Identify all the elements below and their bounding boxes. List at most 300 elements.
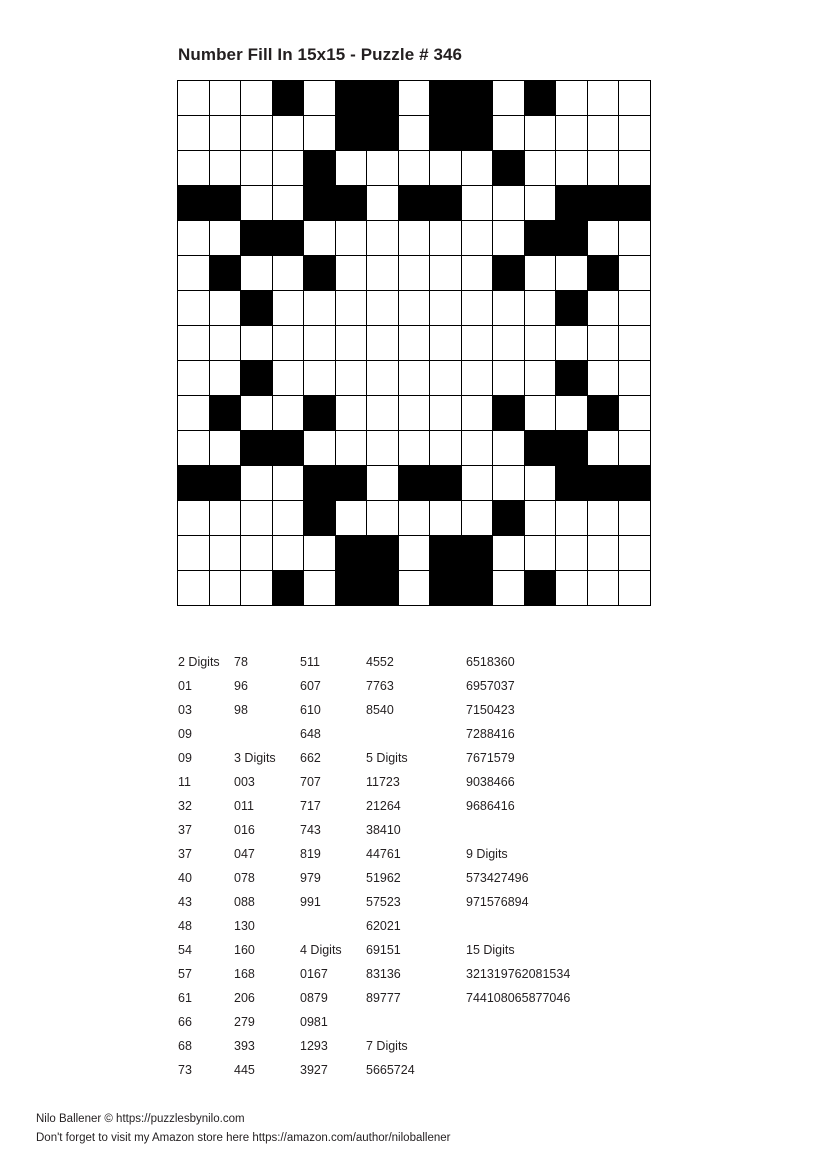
grid-cell-block [556,291,588,326]
grid-cell[interactable] [178,291,210,326]
grid-cell[interactable] [493,536,525,571]
word-list-item: 5665724 [366,1063,415,1077]
grid-cell-block [462,116,494,151]
grid-cell[interactable] [273,186,305,221]
word-list-item: 7288416 [466,727,515,741]
grid-cell[interactable] [525,501,557,536]
grid-cell[interactable] [430,291,462,326]
grid-cell[interactable] [336,501,368,536]
grid-cell-block [336,116,368,151]
grid-cell[interactable] [241,151,273,186]
grid-cell[interactable] [493,466,525,501]
grid-cell[interactable] [556,256,588,291]
grid-cell[interactable] [399,396,431,431]
word-list-item: 6518360 [466,655,515,669]
word-list-item: 744108065877046 [466,991,571,1005]
grid-cell[interactable] [619,151,651,186]
grid-cell[interactable] [556,151,588,186]
grid-cell[interactable] [525,396,557,431]
grid-cell[interactable] [588,571,620,606]
grid-cell-block [462,81,494,116]
word-list-item: 279 [234,1015,255,1029]
grid-cell[interactable] [462,326,494,361]
grid-cell-block [273,571,305,606]
footer [36,1110,450,1148]
grid-cell[interactable] [210,326,242,361]
grid-cell[interactable] [493,221,525,256]
word-list-item: 321319762081534 [466,967,571,981]
grid-cell-block [210,466,242,501]
grid-cell[interactable] [556,536,588,571]
grid-cell[interactable] [556,396,588,431]
word-list-item: 607 [300,679,321,693]
grid-cell-block [525,571,557,606]
grid-cell[interactable] [399,151,431,186]
grid-cell[interactable] [367,431,399,466]
grid-cell-block [178,466,210,501]
grid-cell[interactable] [178,361,210,396]
word-list-item: 69151 [366,943,401,957]
grid-cell[interactable] [430,256,462,291]
grid-cell[interactable] [304,221,336,256]
grid-cell[interactable] [210,536,242,571]
grid-cell[interactable] [493,186,525,221]
grid-cell[interactable] [367,186,399,221]
word-list-item: 68 [178,1039,192,1053]
grid-cell[interactable] [525,256,557,291]
grid-cell[interactable] [525,151,557,186]
word-list-item: 206 [234,991,255,1005]
grid-cell[interactable] [556,116,588,151]
grid-cell[interactable] [336,291,368,326]
grid-cell[interactable] [241,256,273,291]
grid-cell[interactable] [399,361,431,396]
grid-cell[interactable] [399,536,431,571]
word-list-heading: 7 Digits [366,1039,408,1053]
grid-cell-block [304,466,336,501]
word-list-item: 01 [178,679,192,693]
grid-cell[interactable] [493,291,525,326]
word-list-item: 11723 [366,775,400,789]
word-list-item: 573427496 [466,871,529,885]
grid-cell[interactable] [178,396,210,431]
word-list-item: 7671579 [466,751,515,765]
grid-cell[interactable] [210,116,242,151]
word-list-column [466,650,570,1082]
grid-cell[interactable] [336,361,368,396]
grid-cell[interactable] [304,431,336,466]
grid-cell[interactable] [241,186,273,221]
word-list-item: 743 [300,823,321,837]
grid-cell[interactable] [304,361,336,396]
grid-cell[interactable] [178,221,210,256]
grid-cell-block [304,501,336,536]
word-list-item: 73 [178,1063,192,1077]
grid-cell[interactable] [619,396,651,431]
grid-cell-block [336,81,368,116]
grid-cell[interactable] [399,221,431,256]
word-list-item: 6957037 [466,679,515,693]
grid-cell[interactable] [462,466,494,501]
grid-cell[interactable] [178,536,210,571]
grid-cell[interactable] [588,151,620,186]
grid-cell-block [273,81,305,116]
grid-cell[interactable] [336,326,368,361]
grid-cell-block [399,186,431,221]
grid-cell[interactable] [367,256,399,291]
grid-cell[interactable] [525,466,557,501]
page-title: Number Fill In 15x15 - Puzzle # 346 [178,45,463,64]
grid-cell[interactable] [178,571,210,606]
grid-cell[interactable] [304,326,336,361]
word-list-item: 11 [178,775,191,789]
grid-cell[interactable] [241,501,273,536]
grid-cell-block [588,396,620,431]
grid-cell[interactable] [273,151,305,186]
grid-cell-block [367,571,399,606]
grid-cell[interactable] [336,151,368,186]
word-list-item: 168 [234,967,255,981]
grid-cell-block [430,466,462,501]
grid-cell-block [493,396,525,431]
grid-cell[interactable] [619,571,651,606]
grid-cell[interactable] [556,81,588,116]
grid-cell[interactable] [273,466,305,501]
grid-cell[interactable] [178,151,210,186]
grid-cell[interactable] [399,291,431,326]
grid-cell-block [619,186,651,221]
grid-cell-block [367,116,399,151]
grid-cell-block [273,431,305,466]
word-list-item: 44761 [366,847,401,861]
grid-cell[interactable] [210,431,242,466]
grid-cell[interactable] [399,326,431,361]
grid-cell[interactable] [178,501,210,536]
grid-cell[interactable] [367,221,399,256]
word-list-item: 648 [300,727,321,741]
word-list-item: 57 [178,967,192,981]
word-list-item: 3927 [300,1063,328,1077]
grid-cell[interactable] [588,501,620,536]
grid-cell[interactable] [430,326,462,361]
grid-cell-block [336,571,368,606]
word-list-item: 89777 [366,991,401,1005]
word-list-item: 7150423 [466,703,515,717]
grid-cell-block [493,151,525,186]
grid-cell[interactable] [430,501,462,536]
word-list-item: 160 [234,943,255,957]
grid-cell[interactable] [273,361,305,396]
grid-cell-block [588,256,620,291]
grid-cell[interactable] [588,116,620,151]
grid-cell[interactable] [493,431,525,466]
grid-cell-block [556,361,588,396]
grid-cell-block [430,571,462,606]
grid-cell[interactable] [588,291,620,326]
word-list-item: 1293 [300,1039,328,1053]
word-list-item: 62021 [366,919,401,933]
word-list-item: 8540 [366,703,394,717]
word-list-item: 37 [178,847,192,861]
grid-cell[interactable] [336,221,368,256]
word-list-heading: 4 Digits [300,943,342,957]
grid-cell-block [493,256,525,291]
word-list-item: 38410 [366,823,401,837]
grid-cell[interactable] [399,431,431,466]
grid-cell[interactable] [273,326,305,361]
grid-cell[interactable] [462,396,494,431]
grid-cell[interactable] [619,81,651,116]
grid-cell-block [462,571,494,606]
word-list-column [178,650,220,1082]
word-list-item: 088 [234,895,255,909]
grid-cell[interactable] [273,396,305,431]
grid-cell[interactable] [556,571,588,606]
word-list-heading: 2 Digits [178,655,220,669]
word-list-item: 0981 [300,1015,328,1029]
grid-cell-block [367,536,399,571]
grid-cell[interactable] [178,326,210,361]
word-list-item: 991 [300,895,321,909]
grid-cell-block [430,81,462,116]
word-list-item: 51962 [366,871,401,885]
grid-cell-block [367,81,399,116]
grid-cell-block [241,221,273,256]
grid-cell[interactable] [273,501,305,536]
grid-cell-block [556,186,588,221]
grid-cell[interactable] [178,256,210,291]
grid-cell[interactable] [619,361,651,396]
grid-cell[interactable] [619,256,651,291]
grid-cell[interactable] [462,151,494,186]
grid-cell[interactable] [462,291,494,326]
grid-cell[interactable] [588,81,620,116]
word-list-item: 0879 [300,991,328,1005]
word-list-item: 61 [178,991,192,1005]
grid-cell[interactable] [304,81,336,116]
grid-cell[interactable] [525,326,557,361]
grid-cell[interactable] [493,361,525,396]
word-list-item: 83136 [366,967,401,981]
grid-cell-block [273,221,305,256]
word-list-item: 7763 [366,679,394,693]
grid-cell[interactable] [241,571,273,606]
grid-cell[interactable] [367,361,399,396]
word-list-heading: 9 Digits [466,847,508,861]
grid-cell[interactable] [525,116,557,151]
grid-cell[interactable] [241,326,273,361]
grid-cell-block [210,256,242,291]
word-list-item: 09 [178,727,192,741]
grid-cell[interactable] [588,361,620,396]
grid-cell[interactable] [178,431,210,466]
grid-cell[interactable] [430,431,462,466]
grid-cell-block [304,151,336,186]
grid-cell[interactable] [304,536,336,571]
grid-cell[interactable] [241,116,273,151]
grid-cell-block [556,431,588,466]
grid-cell-block [430,186,462,221]
grid-cell[interactable] [525,186,557,221]
grid-cell-block [304,396,336,431]
grid-cell[interactable] [462,186,494,221]
grid-cell[interactable] [241,396,273,431]
grid-cell[interactable] [619,431,651,466]
word-list-heading: 5 Digits [366,751,408,765]
word-list-item: 819 [300,847,321,861]
grid-cell[interactable] [210,81,242,116]
grid-cell[interactable] [336,256,368,291]
grid-cell[interactable] [210,291,242,326]
grid-cell[interactable] [462,361,494,396]
grid-cell-block [525,81,557,116]
grid-cell[interactable] [493,326,525,361]
word-list-item: 96 [234,679,248,693]
grid-cell[interactable] [399,256,431,291]
grid-cell[interactable] [241,536,273,571]
word-list-item: 43 [178,895,192,909]
grid-cell-block [525,221,557,256]
grid-cell[interactable] [367,466,399,501]
grid-cell[interactable] [588,326,620,361]
grid-cell[interactable] [367,151,399,186]
grid-cell[interactable] [367,326,399,361]
word-list-column [366,650,415,1082]
grid-cell[interactable] [273,536,305,571]
grid-cell[interactable] [462,256,494,291]
word-list-item: 09 [178,751,192,765]
grid-cell[interactable] [619,116,651,151]
word-list-item: 0167 [300,967,328,981]
grid-cell[interactable] [430,396,462,431]
grid-cell[interactable] [430,151,462,186]
grid-cell-block [588,466,620,501]
grid-cell-block [399,466,431,501]
grid-cell[interactable] [493,116,525,151]
word-list-heading: 15 Digits [466,943,515,957]
grid-cell[interactable] [304,116,336,151]
puzzle-grid[interactable] [177,80,651,606]
grid-cell[interactable] [178,81,210,116]
grid-cell[interactable] [367,501,399,536]
word-list-item: 662 [300,751,321,765]
grid-cell[interactable] [241,81,273,116]
word-list-item: 9038466 [466,775,515,789]
grid-cell[interactable] [430,361,462,396]
grid-cell[interactable] [556,501,588,536]
grid-cell[interactable] [210,221,242,256]
grid-cell-block [588,186,620,221]
grid-cell[interactable] [178,116,210,151]
grid-cell-block [241,431,273,466]
grid-cell[interactable] [619,536,651,571]
word-list-item: 011 [234,799,254,813]
grid-cell[interactable] [399,571,431,606]
grid-cell[interactable] [588,431,620,466]
word-list-item: 54 [178,943,192,957]
grid-cell[interactable] [210,571,242,606]
word-list-item: 32 [178,799,192,813]
grid-cell[interactable] [210,501,242,536]
grid-cell[interactable] [619,501,651,536]
word-list-item: 78 [234,655,248,669]
grid-cell[interactable] [210,151,242,186]
grid-cell[interactable] [588,221,620,256]
grid-cell-block [336,536,368,571]
grid-cell[interactable] [399,116,431,151]
word-list-item: 37 [178,823,192,837]
word-list-item: 971576894 [466,895,529,909]
grid-cell[interactable] [619,291,651,326]
grid-cell[interactable] [273,116,305,151]
grid-cell[interactable] [241,466,273,501]
grid-cell[interactable] [619,221,651,256]
footer-store-link: Don't forget to visit my Amazon store here https://amazon.com/author/niloballener [36,1132,451,1144]
grid-cell[interactable] [525,361,557,396]
word-list-item: 130 [234,919,255,933]
grid-cell[interactable] [304,571,336,606]
grid-cell[interactable] [462,431,494,466]
word-list-item: 98 [234,703,248,717]
grid-cell[interactable] [273,291,305,326]
grid-cell[interactable] [273,256,305,291]
grid-cell-block [304,186,336,221]
grid-cell-block [210,186,242,221]
word-list-item: 48 [178,919,192,933]
word-list-column [234,650,276,1082]
grid-cell-block [430,116,462,151]
word-list-item: 445 [234,1063,255,1077]
word-list-item: 9686416 [466,799,515,813]
word-list-item: 717 [300,799,321,813]
grid-cell-block [619,466,651,501]
grid-cell[interactable] [430,221,462,256]
word-list-heading: 3 Digits [234,751,276,765]
grid-cell-block [210,396,242,431]
grid-cell[interactable] [336,431,368,466]
grid-cell-block [556,466,588,501]
grid-cell[interactable] [210,361,242,396]
word-list-item: 979 [300,871,321,885]
grid-cell[interactable] [493,81,525,116]
word-list-item: 707 [300,775,321,789]
grid-cell-block [178,186,210,221]
grid-cell-block [430,536,462,571]
grid-cell-block [241,291,273,326]
grid-cell[interactable] [556,326,588,361]
grid-cell[interactable] [367,396,399,431]
grid-cell-block [336,186,368,221]
grid-cell-block [556,221,588,256]
grid-cell[interactable] [462,501,494,536]
grid-cell[interactable] [462,221,494,256]
grid-cell[interactable] [525,536,557,571]
grid-cell[interactable] [336,396,368,431]
grid-cell-block [336,466,368,501]
grid-cell-block [493,501,525,536]
grid-cell[interactable] [588,536,620,571]
grid-cell[interactable] [367,291,399,326]
grid-cell[interactable] [304,291,336,326]
grid-cell[interactable] [399,81,431,116]
grid-cell[interactable] [399,501,431,536]
word-list-item: 21264 [366,799,401,813]
word-list-item: 078 [234,871,255,885]
grid-cell[interactable] [493,571,525,606]
grid-cell[interactable] [619,326,651,361]
word-list-item: 016 [234,823,255,837]
grid-cell[interactable] [525,291,557,326]
